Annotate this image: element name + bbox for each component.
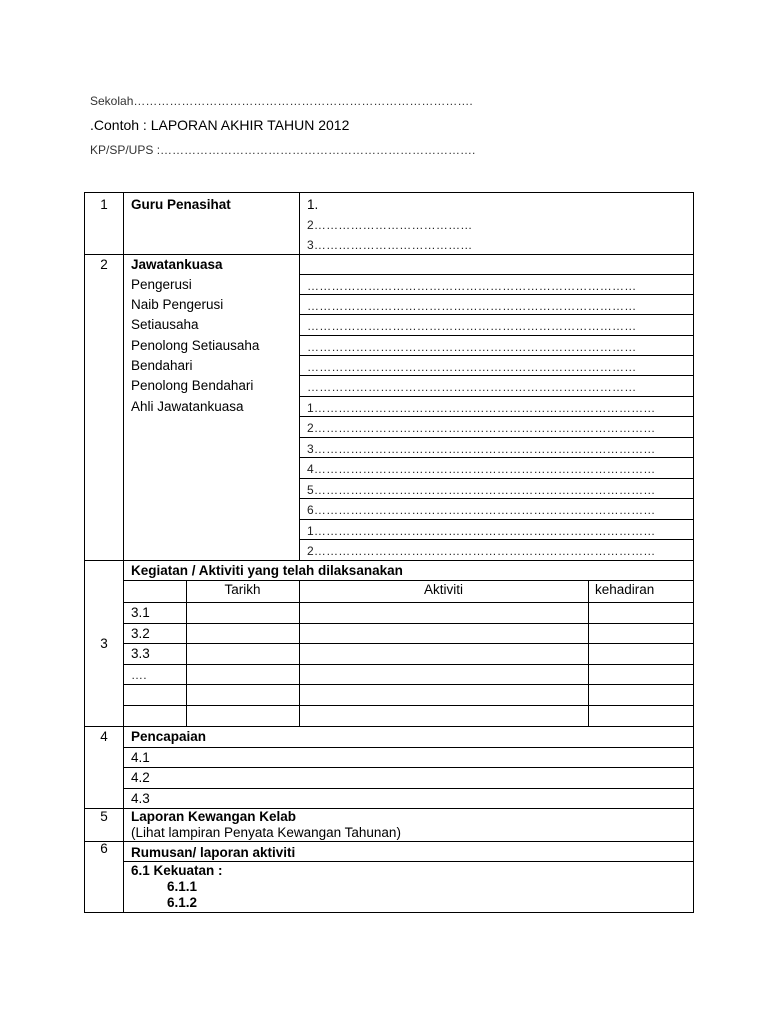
report-table bbox=[84, 192, 694, 913]
fill-line: ……………………………………………………………………… bbox=[307, 380, 637, 394]
role-label: Pengerusi bbox=[131, 277, 192, 292]
row-divider bbox=[85, 726, 693, 727]
column-divider bbox=[299, 580, 300, 726]
inner-line bbox=[299, 539, 693, 540]
adviser-entry: 3………………………………… bbox=[307, 238, 473, 252]
role-label: Penolong Bendahari bbox=[131, 378, 254, 393]
section-number: 1 bbox=[100, 197, 108, 212]
inner-line bbox=[123, 788, 693, 789]
column-header: Aktiviti bbox=[423, 582, 463, 597]
fill-line: ……………………………………………………………………… bbox=[307, 279, 637, 293]
row-label: 3.3 bbox=[131, 646, 150, 661]
column-divider bbox=[588, 580, 589, 726]
role-label: Bendahari bbox=[131, 358, 193, 373]
row-label: …. bbox=[131, 668, 147, 682]
member-line: 2………………………………………………………………………… bbox=[307, 421, 656, 435]
inner-line bbox=[123, 861, 693, 862]
member-line: 1………………………………………………………………………… bbox=[307, 401, 656, 415]
section-title: Pencapaian bbox=[131, 729, 207, 744]
row-label: 3.2 bbox=[131, 626, 150, 641]
section-title: Rumusan/ laporan aktiviti bbox=[131, 845, 296, 860]
inner-line bbox=[123, 767, 693, 768]
role-label: Penolong Setiausaha bbox=[131, 338, 260, 353]
inner-line bbox=[123, 643, 693, 644]
inner-line bbox=[299, 314, 693, 315]
number-column-divider bbox=[123, 193, 124, 912]
adviser-entry: 1. bbox=[307, 197, 319, 212]
achievement-item: 4.2 bbox=[131, 770, 150, 785]
inner-line bbox=[299, 375, 693, 376]
subsection-item: 6.1.2 bbox=[167, 895, 198, 910]
inner-line bbox=[123, 623, 693, 624]
member-line: 6………………………………………………………………………… bbox=[307, 503, 656, 517]
column-divider bbox=[186, 580, 187, 726]
column-header: Tarikh bbox=[224, 582, 261, 597]
section-note: (Lihat lampiran Penyata Kewangan Tahunan) bbox=[131, 825, 401, 840]
row-divider bbox=[85, 254, 693, 255]
inner-line bbox=[299, 457, 693, 458]
section-title: Laporan Kewangan Kelab bbox=[131, 809, 297, 824]
member-line: 4………………………………………………………………………… bbox=[307, 462, 656, 476]
inner-line bbox=[123, 602, 693, 603]
section-title: Kegiatan / Aktiviti yang telah dilaksanakan bbox=[131, 563, 403, 578]
achievement-item: 4.1 bbox=[131, 750, 150, 765]
achievement-item: 4.3 bbox=[131, 791, 150, 806]
column-divider bbox=[299, 193, 300, 560]
inner-line bbox=[123, 580, 693, 581]
subsection-title: 6.1 Kekuatan : bbox=[131, 863, 223, 878]
section-number: 6 bbox=[100, 841, 108, 856]
inner-line bbox=[299, 498, 693, 499]
inner-line bbox=[123, 684, 693, 685]
section-number: 3 bbox=[100, 636, 108, 651]
inner-line bbox=[123, 747, 693, 748]
section-title: Guru Penasihat bbox=[131, 197, 231, 212]
inner-line bbox=[123, 664, 693, 665]
fill-line: ……………………………………………………………………… bbox=[307, 299, 637, 313]
role-label: Setiausaha bbox=[131, 317, 199, 332]
fill-line: ……………………………………………………………………… bbox=[307, 360, 637, 374]
section-number: 4 bbox=[100, 729, 108, 744]
member-line: 3………………………………………………………………………… bbox=[307, 442, 656, 456]
member-line: 2………………………………………………………………………… bbox=[307, 544, 656, 558]
inner-line bbox=[299, 416, 693, 417]
school-line: Sekolah…………………………………………………………………………. bbox=[90, 94, 473, 108]
inner-line bbox=[299, 355, 693, 356]
section-number: 5 bbox=[100, 809, 108, 824]
report-title: .Contoh : LAPORAN AKHIR TAHUN 2012 bbox=[90, 117, 350, 133]
inner-line bbox=[123, 705, 693, 706]
subsection-item: 6.1.1 bbox=[167, 879, 198, 894]
inner-line bbox=[299, 396, 693, 397]
role-label: Naib Pengerusi bbox=[131, 297, 224, 312]
section-title: Jawatankuasa bbox=[131, 257, 223, 272]
inner-line bbox=[299, 294, 693, 295]
adviser-entry: 2………………………………… bbox=[307, 218, 473, 232]
fill-line: ……………………………………………………………………… bbox=[307, 340, 637, 354]
role-label: Ahli Jawatankuasa bbox=[131, 399, 244, 414]
section-number: 2 bbox=[100, 257, 108, 272]
inner-line bbox=[299, 274, 693, 275]
inner-line bbox=[299, 519, 693, 520]
fill-line: ……………………………………………………………………… bbox=[307, 319, 637, 333]
kpsp-line: KP/SP/UPS :……………………………………………………………………. bbox=[90, 143, 476, 157]
member-line: 1………………………………………………………………………… bbox=[307, 524, 656, 538]
row-divider bbox=[85, 560, 693, 561]
row-divider bbox=[85, 841, 693, 842]
column-header: kehadiran bbox=[595, 582, 655, 597]
row-label: 3.1 bbox=[131, 605, 150, 620]
member-line: 5………………………………………………………………………… bbox=[307, 483, 656, 497]
inner-line bbox=[299, 335, 693, 336]
inner-line bbox=[299, 437, 693, 438]
inner-line bbox=[299, 478, 693, 479]
